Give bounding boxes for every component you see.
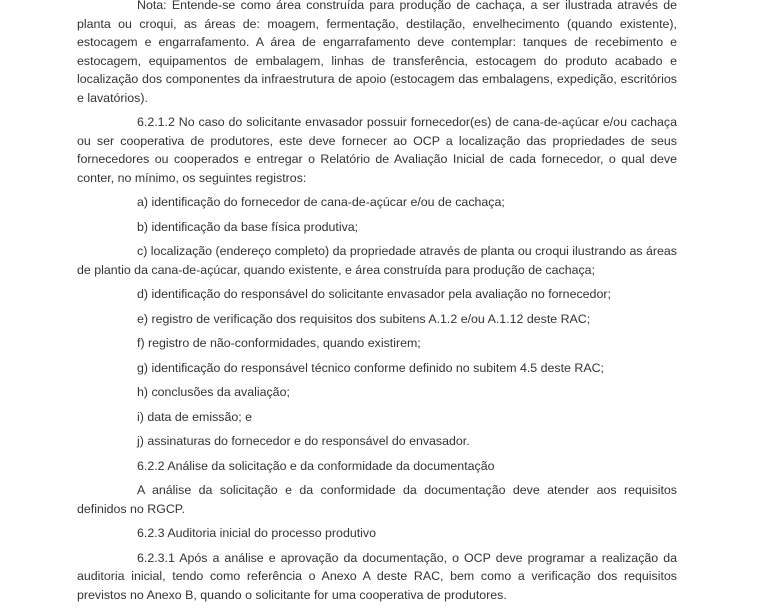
list-item-j: j) assinaturas do fornecedor e do responsável do envasador. [137, 434, 470, 448]
list-item-d: d) identificação do responsável do solicitante envasador pela avaliação no fornecedor; [137, 287, 611, 301]
list-item-i: i) data de emissão; e [137, 409, 253, 424]
list-item-h: h) conclusões da avaliação; [137, 385, 290, 399]
section-heading-6-2-3: 6.2.3 Auditoria inicial do processo produtivo [137, 526, 377, 540]
list-item-f: f) registro de não-conformidades, quando existirem; [137, 336, 421, 350]
document-body [77, 0, 677, 610]
note-paragraph: Nota: Entende-se como área construída para produção de cachaça, a ser ilustrada através de planta ou croqui, as áreas de: moagem, fermentação, destilação, envelhecimento (quando existente), estocagem e engarrafamento. A área de engarrafamento deve contemplar: tanques de recebimento e estocagem, equipamentos de embalagem, linhas de transferência, estocagem do produto acabado e localização dos componentes da infraestrutura de apoio (estocagem das embalagens, expedição, escritórios e lavatórios). [77, 0, 677, 105]
paragraph-6-2-2: A análise da solicitação e da conformidade da documentação deve atender aos requisitos definidos no RGCP. [77, 483, 677, 516]
list-item-a: a) identificação do fornecedor de cana-de-açúcar e/ou de cachaça; [137, 195, 505, 209]
paragraph-6-2-1-2: 6.2.1.2 No caso do solicitante envasador possuir fornecedor(es) de cana-de-açúcar e/ou cachaça ou ser cooperativa de produtores, este deve fornecer ao OCP a localização das propriedades de seus fornecedores ou cooperados e entregar o Relatório de Avaliação Inicial de cada fornecedor, o qual deve conter, no mínimo, os seguintes registros: [77, 115, 677, 185]
list-item-g: g) identificação do responsável técnico conforme definido no subitem 4.5 deste RAC; [137, 360, 604, 375]
paragraph-6-2-3-1: 6.2.3.1 Após a análise e aprovação da documentação, o OCP deve programar a realização da auditoria inicial, tendo como referência o Anexo A deste RAC, bem como a verificação dos requisitos previstos no Anexo B, quando o solicitante for uma cooperativa de produtores. [77, 550, 677, 602]
list-item-b: b) identificação da base física produtiva; [137, 219, 359, 234]
section-heading-6-2-2: 6.2.2 Análise da solicitação e da conformidade da documentação [137, 458, 495, 473]
list-item-e: e) registro de verificação dos requisitos dos subitens A.1.2 e/ou A.1.12 deste RAC; [137, 311, 591, 326]
list-item-c: c) localização (endereço completo) da propriedade através de planta ou croqui ilustrando as áreas de plantio da cana-de-açúcar, quando existente, e área construída para produção de cachaça; [77, 244, 677, 277]
